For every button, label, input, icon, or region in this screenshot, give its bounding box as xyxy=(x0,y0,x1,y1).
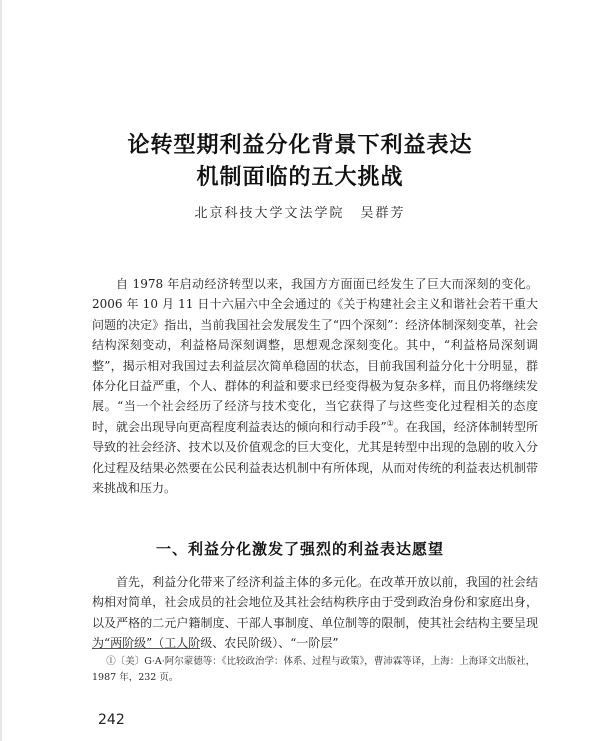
section-heading: 一、利益分化激发了强烈的利益表达愿望 xyxy=(155,540,444,558)
intro-paragraph-text-1: 自 1978 年启动经济转型以来，我国方方面面已经发生了巨大而深刻的变化。2006 年 10 月 11 日十六届六中全会通过的《关于构建社会主义和谐社会若干重大问题的决定》指出，当前我国社会发展发生了“四个深刻”：经济体制深刻变革，社会结构深刻变动，利益格局深刻调整，思想观念深刻变化。其中，“利益格局深刻调整”，揭示相对我国过去利益层次简单稳固的状态，目前我国利益分化十分明显，群体分化日益严重，个人、群体的利益和要求已经变得极为复杂多样，而且仍将继续发展。“当一个社会经历了经济与技术变化，当它获得了与这些变化过程相关的态度时，就会出现导向更高程度利益表达的倾向和行动手段” xyxy=(92,277,538,434)
footnote-reference: ① xyxy=(386,418,394,428)
author-name: 吴群芳 xyxy=(360,206,406,221)
footnote-divider xyxy=(92,648,200,649)
section-paragraph: 首先，利益分化带来了经济利益主体的多元化。在改革开放以前，我国的社会结构相对简单，社会成员的社会地位及其社会结构秩序由于受到政治身份和家庭出身，以及严格的二元户籍制度、干部人事制度、单位制等的限制，使其社会结构主要呈现为“两阶级”（工人阶级、农民阶级）、“一阶层” xyxy=(92,575,538,651)
scan-edge xyxy=(0,0,2,741)
author-affiliation: 北京科技大学文法学院 xyxy=(194,206,345,221)
intro-paragraph-text-2: 。在我国，经济体制转型所导致的社会经济、技术以及价值观念的巨大变化，尤其是转型中出现的急剧的收入分化过程及结果必然要在公民利益表达机制中有所体现，从而对传统的利益表达机制带来挑战和压力。 xyxy=(92,419,538,496)
author-line xyxy=(60,202,540,221)
section-paragraph-block xyxy=(92,572,538,654)
page-number: 242 xyxy=(98,712,125,728)
article-title-line-1: 论转型期利益分化背景下利益表达 xyxy=(127,133,473,158)
article-title-line-2: 机制面临的五大挑战 xyxy=(196,165,404,190)
footnote: ①〔美〕G·A·阿尔蒙德等：《比较政治学：体系、过程与政策》，曹沛霖等译，上海：上海译文出版社，1987 年，232 页。 xyxy=(92,656,536,683)
intro-paragraph xyxy=(92,274,538,498)
intro-paragraph-block xyxy=(92,274,538,498)
